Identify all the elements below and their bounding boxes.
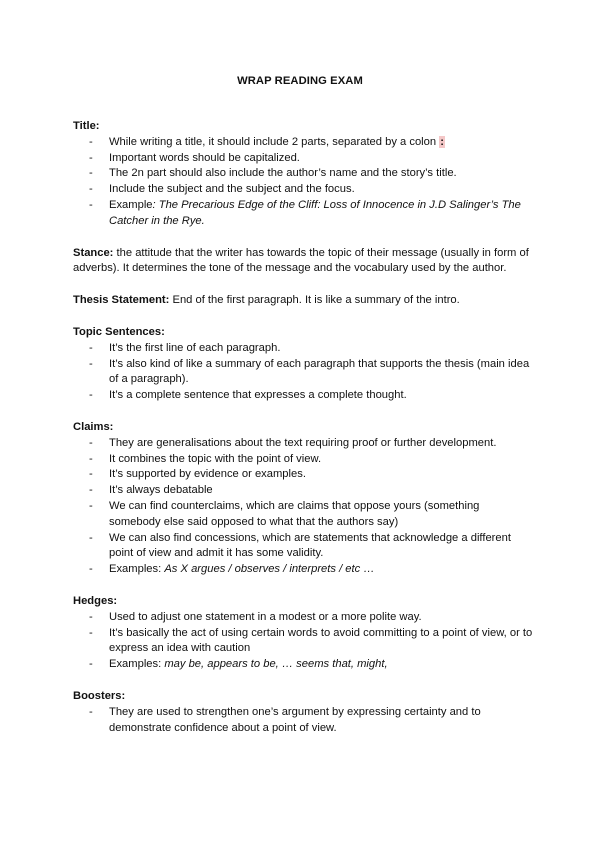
section-heading-boosters: Boosters: xyxy=(73,689,126,702)
list-item: - Used to adjust one statement in a modest or a more polite way. xyxy=(73,610,533,626)
list-item: - It’s a complete sentence that expresses a complete thought. xyxy=(73,388,533,404)
document-body xyxy=(73,119,533,736)
list-item: - We can also find concessions, which are statements that acknowledge a different point of view and admit it has some validity. xyxy=(73,531,533,563)
page-title: WRAP READING EXAM xyxy=(237,75,363,87)
example-title: : The Precarious Edge of the Cliff: Loss of Innocence in J.D Salinger’s The Catcher in the Rye. xyxy=(109,198,521,227)
list-item: - Examples: As X argues / observes / interprets / etc … xyxy=(73,562,533,578)
list-item: - It’s always debatable xyxy=(73,483,533,499)
list-item: - It’s basically the act of using certain words to avoid committing to a point of view, or to express an idea with caution xyxy=(73,626,533,658)
section-heading-topic-sentences: Topic Sentences: xyxy=(73,325,165,338)
list-item: - The 2n part should also include the author’s name and the story’s title. xyxy=(73,166,533,182)
section-heading-claims: Claims: xyxy=(73,420,114,433)
section-heading-thesis: Thesis Statement: xyxy=(73,294,170,307)
topic-list xyxy=(73,341,533,404)
list-item: - While writing a title, it should include 2 parts, separated by a colon : xyxy=(73,135,533,151)
section-heading-title: Title: xyxy=(73,120,100,132)
claims-list xyxy=(73,436,533,578)
thesis-paragraph: Thesis Statement: End of the first paragraph. It is like a summary of the intro. xyxy=(73,294,460,307)
highlighted-colon: : xyxy=(440,135,444,148)
section-heading-hedges: Hedges: xyxy=(73,594,118,607)
list-item: - Include the subject and the subject and the focus. xyxy=(73,182,533,198)
list-item: - It combines the topic with the point of view. xyxy=(73,452,533,468)
list-item: - They are used to strengthen one’s argument by expressing certainty and to demonstrate confidence about a point of view. xyxy=(73,705,533,737)
title-list xyxy=(73,135,533,230)
list-item: - We can find counterclaims, which are claims that oppose yours (something somebody else said opposed to what that the authors say) xyxy=(73,499,533,531)
list-item: - Example: The Precarious Edge of the Cliff: Loss of Innocence in J.D Salinger’s The Catcher in the Rye. xyxy=(73,198,533,230)
list-item: - Important words should be capitalized. xyxy=(73,151,533,167)
section-heading-stance: Stance: xyxy=(73,246,114,259)
list-item: - Examples: may be, appears to be, … seems that, might, xyxy=(73,657,533,673)
list-item: - They are generalisations about the text requiring proof or further development. xyxy=(73,436,533,452)
list-item: - It’s the first line of each paragraph. xyxy=(73,341,533,357)
list-item: - It’s also kind of like a summary of each paragraph that supports the thesis (main idea of a paragraph). xyxy=(73,357,533,389)
stance-paragraph: Stance: the attitude that the writer has towards the topic of their message (usually in form of adverbs). It determines the tone of the message and the vocabulary used by the author. xyxy=(73,246,529,275)
hedges-list xyxy=(73,610,533,673)
boosters-list xyxy=(73,705,533,737)
list-item: - It’s supported by evidence or examples. xyxy=(73,467,533,483)
